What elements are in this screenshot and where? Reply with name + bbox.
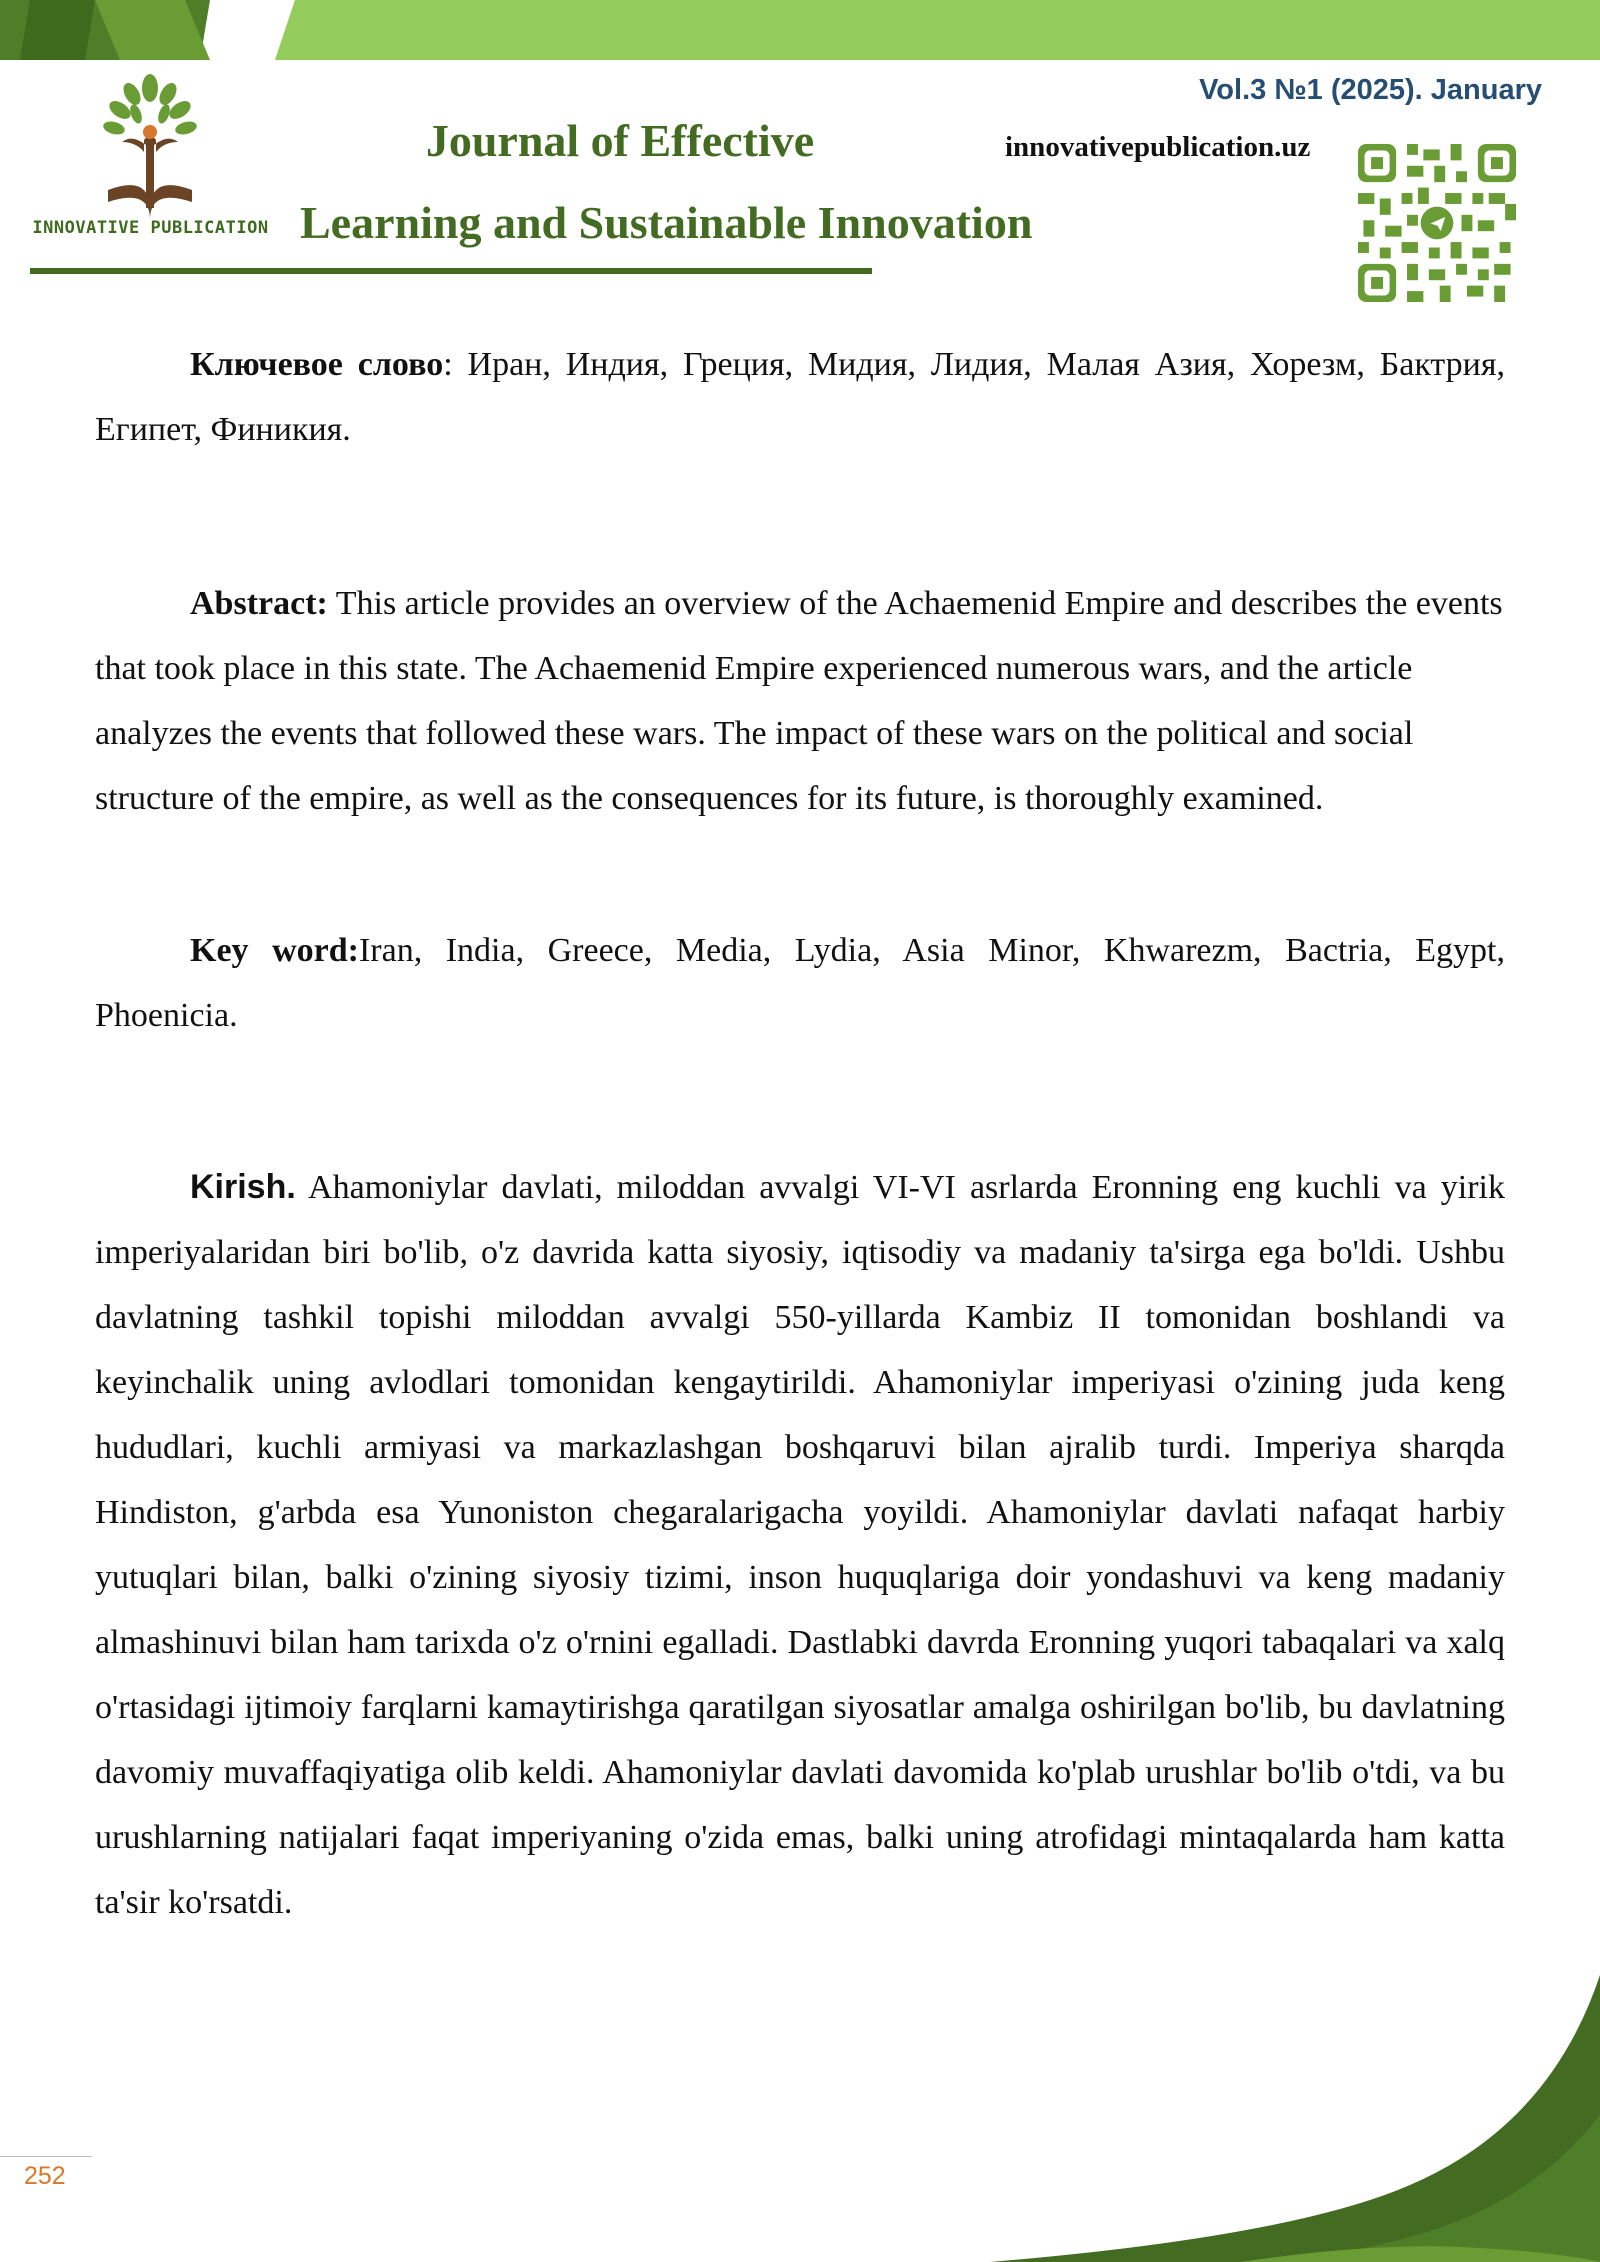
introduction-label: Kirish. — [190, 1168, 296, 1206]
website-link[interactable]: innovativepublication.uz — [1005, 131, 1311, 163]
abstract-label: Abstract: — [190, 585, 328, 622]
footer-corner-wave — [990, 1975, 1600, 2262]
russian-keywords-text: : Иран, Индия, Греция, Мидия, Лидия, Малая Азия, Хорезм, Бактрия, Египет, Финикия. — [95, 346, 1505, 448]
logo-caption: INNOVATIVE PUBLICATION — [32, 218, 269, 238]
journal-title-line2: Learning and Sustainable Innovation — [300, 197, 1033, 248]
introduction-paragraph — [95, 1155, 1505, 1935]
english-keywords-label: Key word: — [190, 932, 359, 969]
english-keywords-paragraph — [95, 918, 1505, 1048]
abstract-paragraph — [95, 571, 1505, 831]
russian-keywords-paragraph — [95, 332, 1505, 462]
page-number: 252 — [24, 2162, 66, 2190]
header-color-band — [0, 0, 1600, 60]
abstract-text: This article provides an overview of the Achaemenid Empire and describes the events that took place in this state. The Achaemenid Empire experienced numerous wars, and the article analyzes the events that followed these wars. The impact of these wars on the political and social structure of the empire, as well as the consequences for its future, is thoroughly examined. — [95, 585, 1503, 817]
russian-keywords-label: Ключевое слово — [190, 346, 444, 383]
volume-issue-label: Vol.3 №1 (2025). January — [1199, 74, 1542, 106]
english-keywords-text: Iran, India, Greece, Media, Lydia, Asia Minor, Khwarezm, Bactria, Egypt, Phoenicia. — [95, 932, 1505, 1034]
header-divider — [30, 268, 872, 274]
introduction-text: Ahamoniylar davlati, miloddan avvalgi VI-VI asrlarda Eronning eng kuchli va yirik imperiyalaridan biri bo'lib, o'z davrida katta siyosiy, iqtisodiy va madaniy ta'sirga ega bo'ldi. Ushbu davlatning tashkil topishi miloddan avvalgi 550-yillarda Kambiz II tomonidan boshlandi va keyinchalik uning avlodlari tomonidan kengaytirildi. Ahamoniylar imperiyasi o'zining juda keng hududlari, kuchli armiyasi va markazlashgan boshqaruvi bilan ajralib turdi. Imperiya sharqda Hindiston, g'arbda esa Yunoniston chegaralarigacha yoyildi. Ahamoniylar davlati nafaqat harbiy yutuqlari bilan, balki o'zining siyosiy tizimi, inson huquqlariga doir yondashuvi va keng madaniy almashinuvi bilan ham tarixda o'z o'rnini egalladi. Dastlabki davrda Eronning yuqori tabaqalari va xalq o'rtasidagi ijtimoiy farqlarni kamaytirishga qaratilgan siyosatlar amalga oshirilgan bo'lib, bu davlatning davomiy muvaffaqiyatiga olib keldi. Ahamoniylar davlati davomida ko'plab urushlar bo'lib o'tdi, va bu urushlarning natijalari faqat imperiyaning o'zida emas, balki uning atrofidagi mintaqalarda ham katta ta'sir ko'rsatdi. — [95, 1169, 1505, 1921]
qr-code-icon — [1358, 143, 1516, 303]
footer-divider — [0, 2156, 92, 2157]
journal-title-line1: Journal of Effective — [425, 115, 815, 166]
